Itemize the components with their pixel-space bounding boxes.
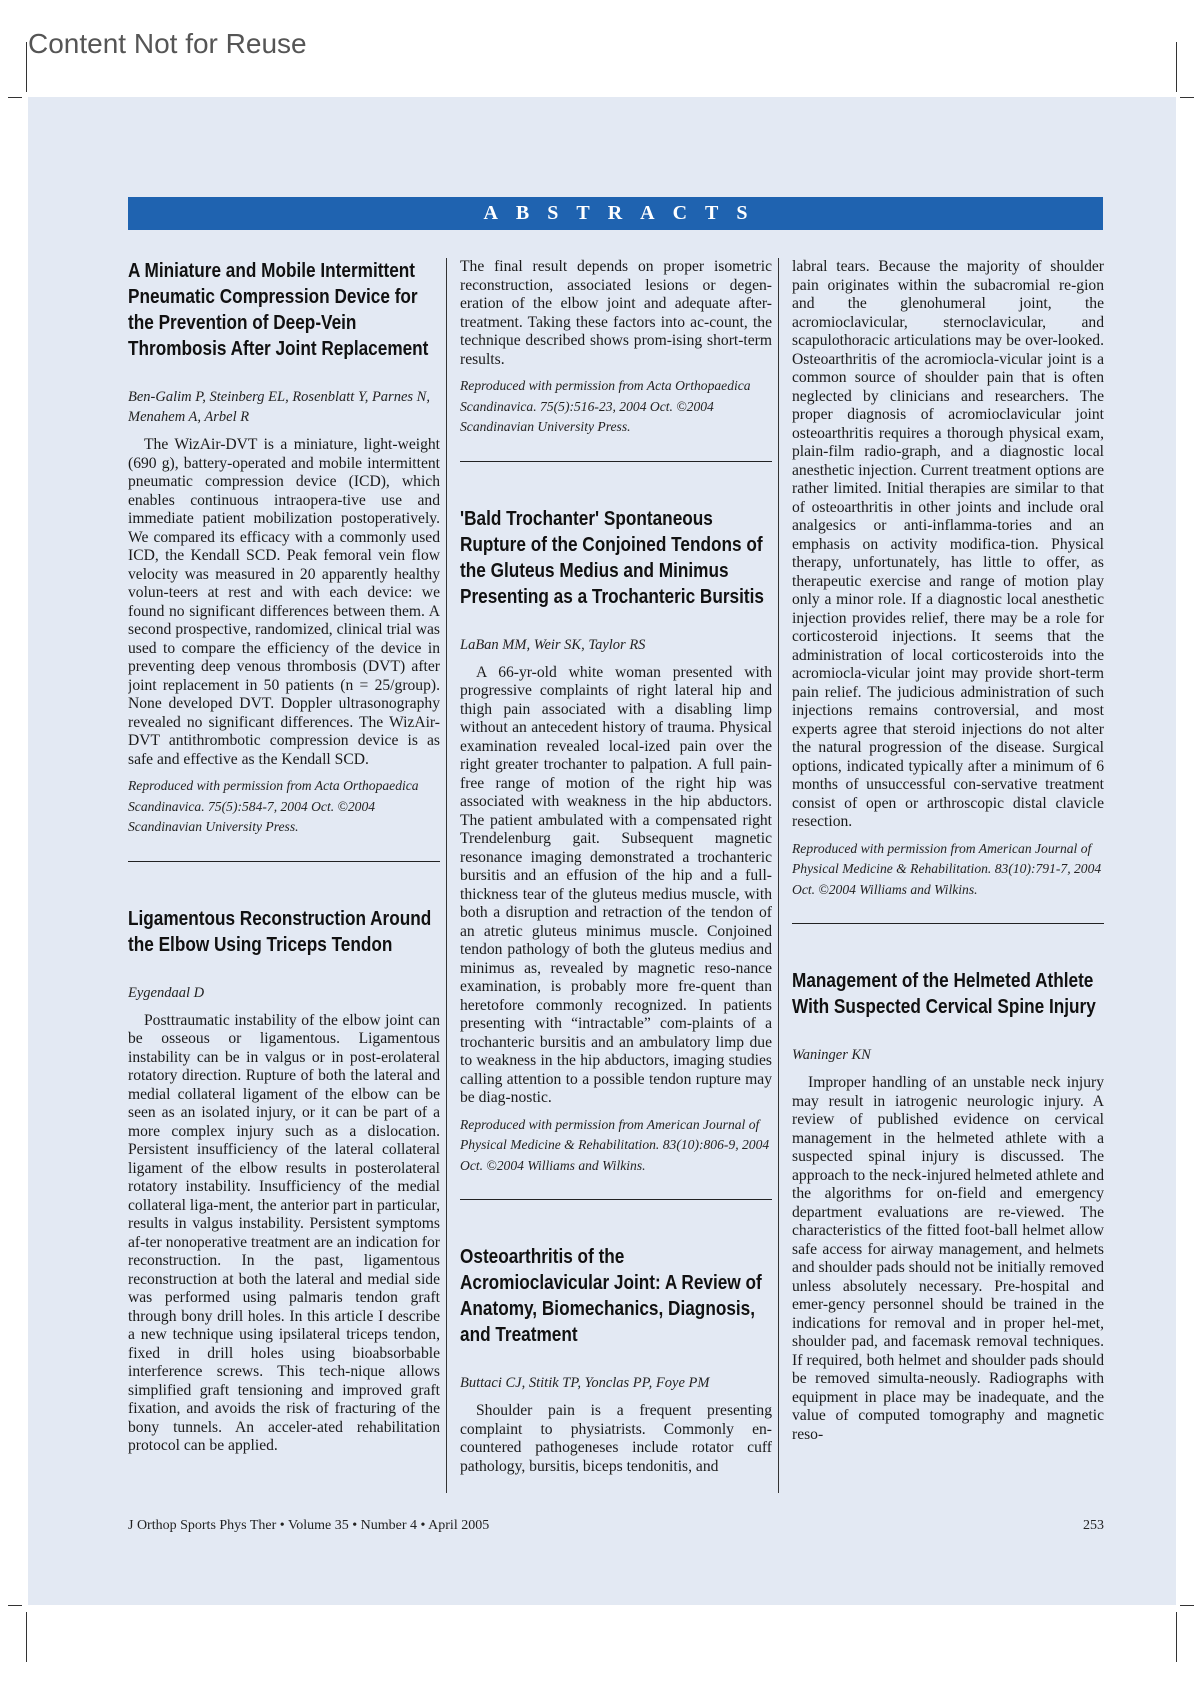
article-authors: Buttaci CJ, Stitik TP, Yonclas PP, Foye PM [460,1375,710,1391]
article-authors: LaBan MM, Weir SK, Taylor RS [460,636,646,653]
article-separator [460,461,772,462]
column-divider [778,258,779,1493]
article-authors: Eygendaal D [128,984,205,1001]
article-body-continued: The final result depends on proper isometric reconstruction, associated lesions or degen-eration of the elbow joint and adequate after-treatment. Taking these factors into ac-count, the technique described shows prom-ising short-term results. [460,258,772,368]
article-body: A 66-yr-old white woman presented with progressive complaints of right lateral hip and thigh pain associated with a disabling limp without an antecedent history of trauma. Physical examination revealed local-ized pain over the right greater trochanter to palpation. A full pain-free range of motion of the right hip was associated with weakness in the hip abductors. The patient ambulated with a compensated right Trendelenburg gait. Subsequent magnetic resonance imaging demonstrated a trochanteric bursitis and an effusion of the hip and a full-thickness tear of the gluteus medius muscle, with both a disruption and retraction of the tendon of an atretic gluteus minimus muscle. Conjoined tendon pathology of both the gluteus medius and minimus as, revealed by magnetic reso-nance examination, is probably more fre-quent than heretofore commonly recognized. In patients presenting with “intractable” com-plaints of a trochanteric bursitis and an ambulatory limp due to weakness in the hip abductors, imaging studies calling attention to a possible tendon rupture may be diag-nostic. [460,663,772,1106]
article-title: Ligamentous Reconstruction Around the Elbow Using Triceps Tendon [128,907,432,956]
crop-mark [8,97,22,98]
column-3 [792,258,1104,1493]
article-body: Shoulder pain is a frequent presenting complaint to physiatrists. Commonly en-countered pathogeneses include rotator cuff pathology, bursitis, biceps tendonitis, and [460,1402,772,1475]
crop-mark [1176,1612,1177,1662]
article-title: Management of the Helmeted Athlete With Suspected Cervical Spine Injury [792,970,1096,1018]
article-title: Osteoarthritis of the Acromioclavicular Joint: A Review of Anatomy, Biomechanics, Diagnosis, and Treatment [460,1246,762,1346]
article-separator [128,861,440,862]
crop-mark [26,42,27,92]
reproduction-notice: Reproduced with permission from American Journal of Physical Medicine & Rehabilitation. 83(10):806-9, 2004 Oct. ©2004 Williams and Wilkins. [460,1116,770,1173]
crop-mark [1180,1605,1194,1606]
article-body-continued: labral tears. Because the majority of shoulder pain originates within the subacromial re-gion and the glenohumeral joint, the acromioclavicular, sternoclavicular, and scapulothoracic articulations may be over-looked. Osteoarthritis of the acromiocla-vicular joint is a common source of shoulder pain that is often neglected by clinicians and researchers. The proper diagnosis of acromioclavicular joint osteoarthritis requires a thorough physical exam, plain-film radio-graph, and a diagnostic local anesthetic injection. Current treatment options are rather limited. Initial therapies are similar to that of osteoarthritis in other joints and include oral analgesics or anti-inflamma-tories and an emphasis on activity modifica-tion. Physical therapy, unfortunately, has little to offer, as therapeutic exercise and range of motion play only a minor role. If a diagnostic local anesthetic injection provides relief, there may be a role for corticosteroid injections. It seems that the administration of local corticosteroids into the acromiocla-vicular joint may provide short-term pain relief. The judicious administration of such injections remains controversial, and most experts agree that steroid injections do not alter the natural progression of the disease. Surgical options, indicated typically after a minimum of 6 months of unsuccessful con-servative treatment consist of open or arthroscopic distal clavicle resection. [792,258,1104,830]
article-body: Posttraumatic instability of the elbow joint can be osseous or ligamentous. Ligamentous instability can be in valgus or in post-erolateral rotatory direction. Rupture of both the lateral and medial collateral ligament of the elbow can be seen as an isolated injury, or it can be part of a more complex injury such as a dislocation. Persistent insufficiency of the lateral collateral ligament of the elbow results in posterolateral rotatory instability. Insufficiency of the medial collateral liga-ment, the anterior part in particular, results in valgus instability. Persistent symptoms af-ter nonoperative treatment are an indication for reconstruction. In the past, ligamentous reconstruction at both the lateral and medial side was performed using palmaris tendon graft through bony drill holes. In this article I describe a new technique using ipsilateral triceps tendon, fixed in drill holes using bioabsorbable interference screws. This tech-nique allows simplified graft tensioning and improved graft fixation, and avoids the risk of fracturing of the bony tunnels. An acceler-ated rehabilitation protocol can be applied. [128,1011,440,1454]
watermark-text: Content Not for Reuse [28,28,307,59]
article-separator [460,1199,772,1200]
journal-citation: J Orthop Sports Phys Ther • Volume 35 • Number 4 • April 2005 [128,1518,490,1533]
article-authors: Ben-Galim P, Steinberg EL, Rosenblatt Y, Parnes N, Menahem A, Arbel R [128,389,430,425]
reproduction-notice: Reproduced with permission from Acta Orthopaedica Scandinavica. 75(5):516-23, 2004 Oct. ©2004 Scandinavian University Press. [460,378,751,434]
crop-mark [8,1605,22,1606]
column-1 [128,258,440,1493]
article-title: 'Bald Trochanter' Spontaneous Rupture of the Conjoined Tendons of the Gluteus Medius and Minimus Presenting as a Trochanteric Bursitis [460,507,764,608]
article-body: The WizAir-DVT is a miniature, light-weight (690 g), battery-operated and mobile intermittent pneumatic compression device (ICD), which enables continuous intraopera-tive use and immediate patient mobilization postoperatively. We compared its efficacy with a commonly used ICD, the Kendall SCD. Peak femoral vein flow velocity was measured in 20 apparently healthy volun-teers at rest and with each device: we found no significant differences between them. A second prospective, randomized, clinical trial was used to compare the efficiency of the device in preventing deep venous thrombosis (DVT) after joint replacement in 50 patients (n = 25/group). None developed DVT. Doppler ultrasonography revealed no significant differences. The WizAir-DVT antithrombotic compression device is as safe and effective as the Kendall SCD. [128,436,440,768]
article-separator [792,923,1104,924]
column-divider [446,258,447,1493]
section-banner: ABSTRACTS [128,197,1103,230]
page-number: 253 [1083,1518,1104,1533]
article-body: Improper handling of an unstable neck injury may result in iatrogenic neurologic injury. A review of published evidence on cervical management in the helmeted athlete with a suspected spinal injury is discussed. The approach to the neck-injured helmeted athlete and the algorithms for on-field and emergency department evaluations are re-viewed. The characteristics of the fitted foot-ball helmet allow safe access for airway management, and helmets and shoulder pads should not be initially removed unless absolutely necessary. Pre-hospital and emer-gency personnel should be trained in the indications for removal and in proper hel-met, shoulder pad, and facemask removal techniques. If required, both helmet and shoulder pads should be removed simulta-neously. Radiographs with equipment in place may be inadequate, and the value of computed tomography and magnetic reso- [792,1074,1104,1443]
crop-mark [1176,42,1177,92]
article-title: A Miniature and Mobile Intermittent Pneumatic Compression Device for the Prevention of Deep-Vein Thrombosis After Joint Replacement [128,260,429,360]
crop-mark [26,1612,27,1662]
column-2 [460,258,772,1493]
reproduction-notice: Reproduced with permission from American Journal of Physical Medicine & Rehabilitation. 83(10):791-7, 2004 Oct. ©2004 Williams and Wilkins. [792,840,1102,897]
reproduction-notice: Reproduced with permission from Acta Orthopaedica Scandinavica. 75(5):584-7, 2004 Oct. ©2004 Scandinavian University Press. [128,778,419,834]
article-authors: Waninger KN [792,1047,871,1063]
crop-mark [1180,97,1194,98]
